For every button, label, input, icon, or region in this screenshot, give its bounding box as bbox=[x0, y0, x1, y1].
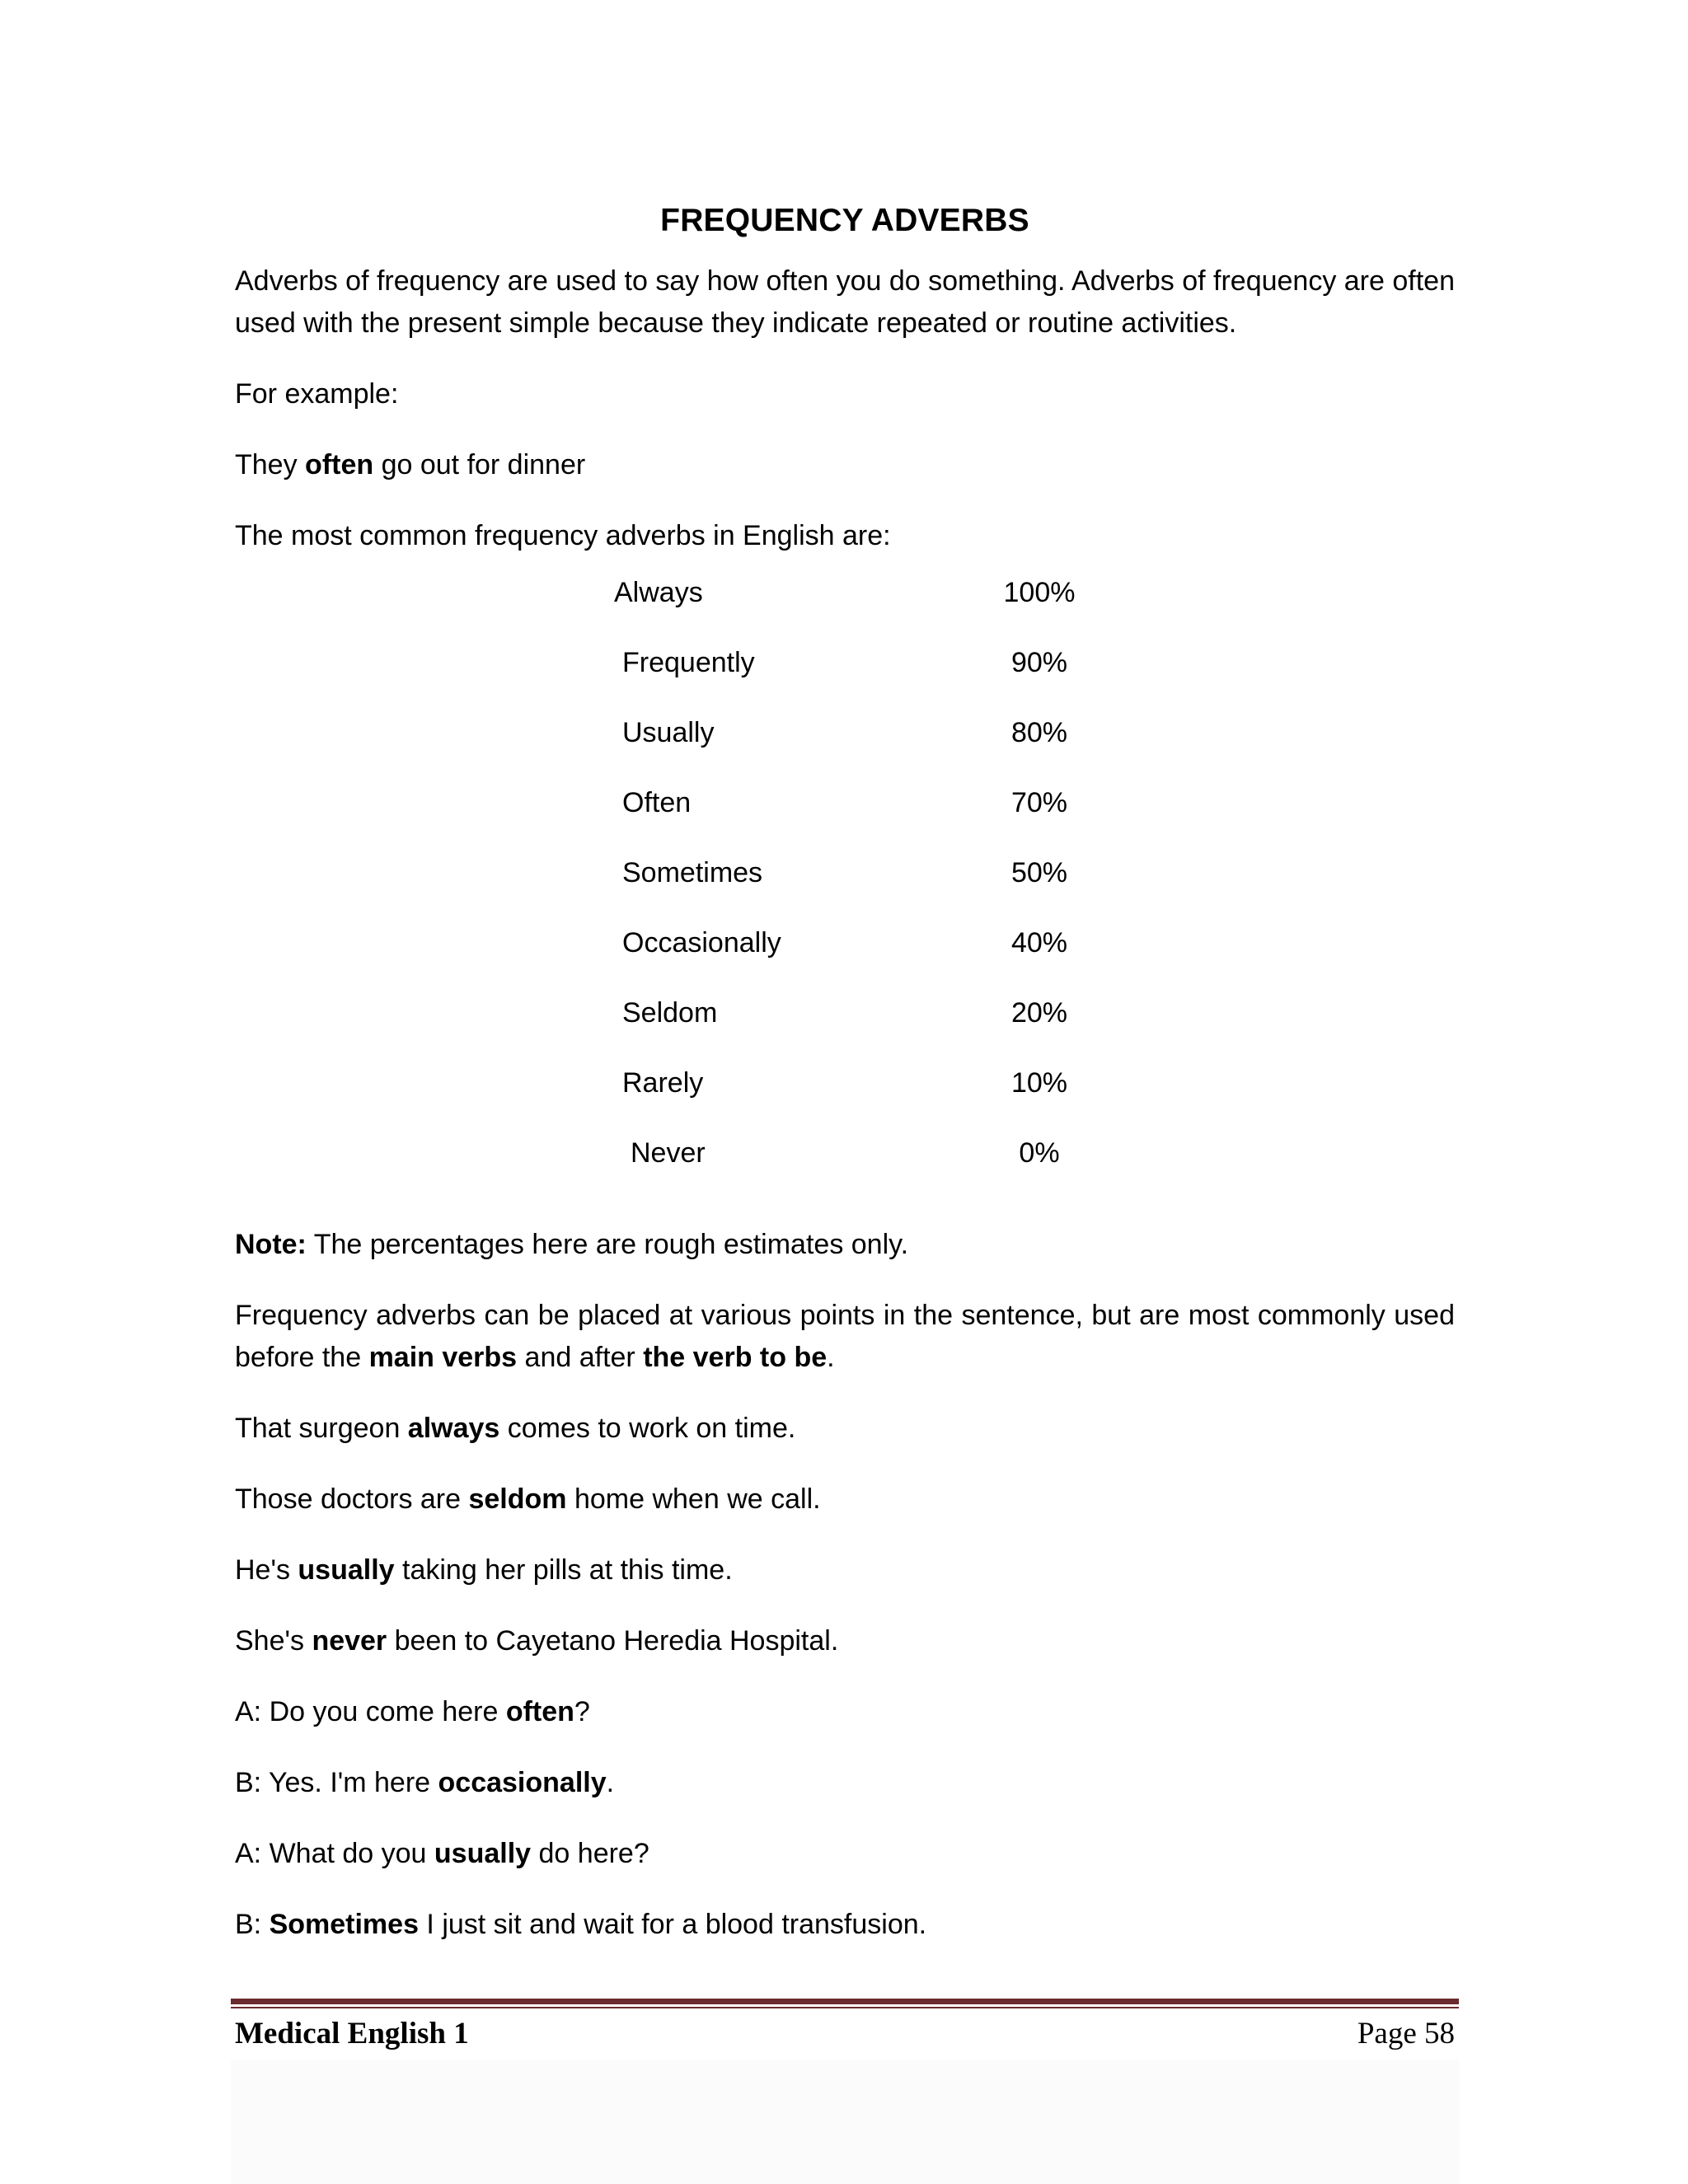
sentence-post: ? bbox=[574, 1696, 590, 1727]
adverb-term: Usually bbox=[622, 717, 715, 748]
adverb-percentage: 20% bbox=[1010, 997, 1068, 1029]
adverb-term: Seldom bbox=[622, 997, 718, 1029]
note-label: Note: bbox=[235, 1229, 307, 1260]
adverb-term: Sometimes bbox=[622, 857, 763, 888]
example-sentence bbox=[235, 1408, 1455, 1450]
adverb-percentage: 90% bbox=[1010, 647, 1068, 678]
table-row bbox=[235, 572, 1455, 642]
footer-book-title: Medical English 1 bbox=[235, 2017, 469, 2050]
sentence-pre: She's bbox=[235, 1625, 312, 1657]
sentence-bold: often bbox=[505, 1696, 574, 1727]
adverb-percentage: 50% bbox=[1010, 857, 1068, 888]
page-title: FREQUENCY ADVERBS bbox=[660, 203, 1029, 238]
intro-paragraph: Adverbs of frequency are used to say how often you do something. Adverbs of frequency are often used with the present simple because they indicate repeated or routine activities. bbox=[235, 265, 1455, 339]
example-sentence bbox=[235, 1479, 1455, 1521]
sentence-bold: usually bbox=[434, 1838, 532, 1869]
adverb-percentage: 70% bbox=[1010, 787, 1068, 818]
note-text: The percentages here are rough estimates only. bbox=[306, 1229, 909, 1260]
footer-shade bbox=[231, 2060, 1459, 2184]
sentence-bold: occasionally bbox=[438, 1767, 607, 1798]
adverb-term: Always bbox=[614, 577, 703, 608]
table-row bbox=[235, 782, 1455, 852]
dialogue-line bbox=[235, 1904, 1455, 1946]
adverb-term: Often bbox=[622, 787, 692, 818]
table-row bbox=[235, 992, 1455, 1062]
dialogue-line bbox=[235, 1762, 1455, 1804]
sentence-bold: Sometimes bbox=[269, 1909, 419, 1940]
placement-text-1: Frequency adverbs can be placed at various points in the sentence, but are most commonly used before the bbox=[235, 1300, 1455, 1373]
sentence-post: taking her pills at this time. bbox=[394, 1554, 733, 1586]
example-sentence bbox=[235, 1620, 1455, 1662]
sentence-bold: always bbox=[407, 1413, 500, 1444]
adverb-percentage: 0% bbox=[1019, 1137, 1060, 1169]
sentence-bold: usually bbox=[298, 1554, 395, 1586]
example-text-post: go out for dinner bbox=[373, 449, 586, 480]
table-row bbox=[235, 642, 1455, 712]
sentence-bold: seldom bbox=[468, 1483, 567, 1515]
footer-divider-thin bbox=[231, 2007, 1459, 2008]
adverb-term: Never bbox=[631, 1137, 706, 1169]
sentence-post: I just sit and wait for a blood transfusion. bbox=[418, 1909, 927, 1940]
sentence-pre: A: What do you bbox=[235, 1838, 434, 1869]
footer-page-number: Page 58 bbox=[1357, 2017, 1455, 2050]
for-example-label: For example: bbox=[235, 378, 399, 410]
table-row bbox=[235, 852, 1455, 922]
sentence-post: home when we call. bbox=[566, 1483, 821, 1515]
sentence-pre: He's bbox=[235, 1554, 298, 1586]
sentence-pre: Those doctors are bbox=[235, 1483, 469, 1515]
sentence-pre: A: Do you come here bbox=[235, 1696, 506, 1727]
adverb-percentage: 100% bbox=[1003, 577, 1076, 608]
example-sentence bbox=[235, 1549, 1455, 1591]
adverb-percentage: 40% bbox=[1010, 927, 1068, 958]
adverb-percentage: 10% bbox=[1010, 1067, 1068, 1099]
table-row bbox=[235, 922, 1455, 992]
placement-text-2: and after bbox=[517, 1342, 644, 1373]
example-text-pre: They bbox=[235, 449, 306, 480]
footer-divider bbox=[231, 1999, 1459, 2004]
page-content bbox=[235, 198, 1455, 1975]
common-adverbs-intro: The most common frequency adverbs in English are: bbox=[235, 520, 891, 551]
note-paragraph bbox=[235, 1224, 1455, 1266]
sentence-post: been to Cayetano Heredia Hospital. bbox=[387, 1625, 839, 1657]
example-sentence bbox=[235, 444, 1455, 486]
example-text-bold: often bbox=[305, 449, 374, 480]
adverb-term: Frequently bbox=[622, 647, 755, 678]
sentence-bold: never bbox=[312, 1625, 387, 1657]
placement-bold-1: main verbs bbox=[368, 1342, 518, 1373]
dialogue-line bbox=[235, 1691, 1455, 1733]
table-row bbox=[235, 1062, 1455, 1132]
table-row bbox=[235, 712, 1455, 782]
dialogue-line bbox=[235, 1833, 1455, 1875]
placement-bold-2: the verb to be bbox=[643, 1342, 828, 1373]
frequency-adverbs-table bbox=[235, 572, 1455, 1202]
table-row bbox=[235, 1132, 1455, 1202]
sentence-pre: That surgeon bbox=[235, 1413, 408, 1444]
adverb-term: Rarely bbox=[622, 1067, 704, 1099]
sentence-post: comes to work on time. bbox=[499, 1413, 796, 1444]
adverb-percentage: 80% bbox=[1010, 717, 1068, 748]
placement-text-3: . bbox=[827, 1342, 835, 1373]
sentence-pre: B: bbox=[235, 1909, 270, 1940]
placement-paragraph bbox=[235, 1295, 1455, 1379]
sentence-post: do here? bbox=[531, 1838, 649, 1869]
adverb-term: Occasionally bbox=[622, 927, 781, 958]
sentence-pre: B: Yes. I'm here bbox=[235, 1767, 438, 1798]
sentence-post: . bbox=[606, 1767, 615, 1798]
